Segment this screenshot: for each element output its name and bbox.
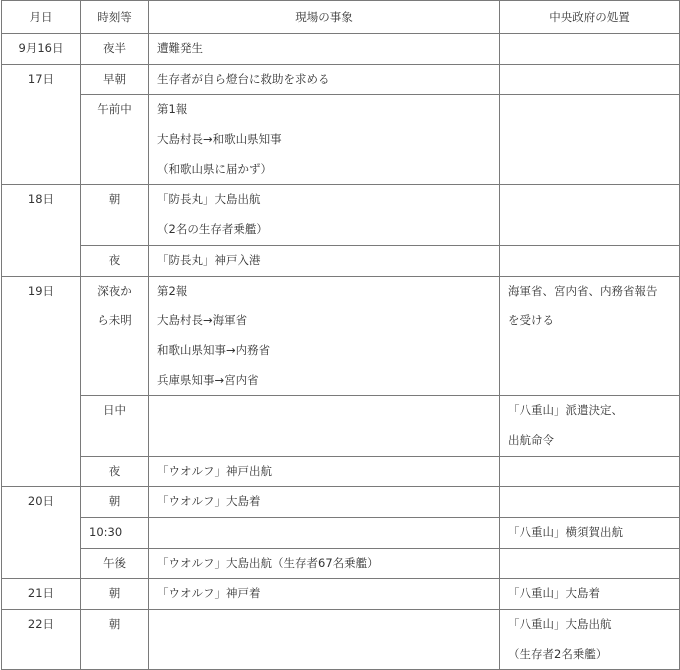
gov-cell: 「八重山」派遣決定、 出航命令: [500, 396, 680, 456]
event-cell: 生存者が自ら燈台に救助を求める: [149, 64, 500, 95]
time-cell: 朝: [81, 579, 149, 610]
time-cell: 10:30: [81, 518, 149, 549]
time-cell: 深夜か ら未明: [81, 276, 149, 396]
date-cell: 22日: [2, 610, 81, 670]
event-cell: 「ウオルフ」大島出航（生存者67名乗艦）: [149, 548, 500, 579]
timeline-table: [1, 0, 680, 670]
table-row: [2, 548, 680, 579]
gov-cell: 「八重山」大島出航 （生存者2名乗艦）: [500, 610, 680, 670]
gov-cell: 「八重山」横須賀出航: [500, 518, 680, 549]
table-row: [2, 185, 680, 245]
event-cell: [149, 610, 500, 670]
date-cell: 20日: [2, 487, 81, 579]
date-cell: 19日: [2, 276, 81, 487]
table-row: [2, 610, 680, 670]
table-row: [2, 518, 680, 549]
header-event: 現場の事象: [149, 1, 500, 34]
time-cell: 夜半: [81, 34, 149, 65]
table-row: [2, 396, 680, 456]
header-row: [2, 1, 680, 34]
gov-cell: 海軍省、宮内省、内務省報告 を受ける: [500, 276, 680, 396]
gov-cell: [500, 34, 680, 65]
time-cell: 朝: [81, 185, 149, 245]
event-cell: 遭難発生: [149, 34, 500, 65]
event-cell: 「防長丸」神戸入港: [149, 245, 500, 276]
time-cell: 朝: [81, 610, 149, 670]
event-cell: [149, 396, 500, 456]
event-cell: 「防長丸」大島出航 （2名の生存者乗艦）: [149, 185, 500, 245]
gov-cell: [500, 487, 680, 518]
header-date: 月日: [2, 1, 81, 34]
time-cell: 夜: [81, 456, 149, 487]
time-cell: 夜: [81, 245, 149, 276]
gov-cell: [500, 95, 680, 185]
table-row: [2, 95, 680, 185]
table-row: [2, 456, 680, 487]
event-cell: 「ウオルフ」神戸出航: [149, 456, 500, 487]
date-cell: 21日: [2, 579, 81, 610]
time-cell: 午後: [81, 548, 149, 579]
table-row: [2, 579, 680, 610]
gov-cell: [500, 548, 680, 579]
event-cell: 「ウオルフ」大島着: [149, 487, 500, 518]
gov-cell: [500, 185, 680, 245]
date-cell: 9月16日: [2, 34, 81, 65]
event-cell: 「ウオルフ」神戸着: [149, 579, 500, 610]
table-row: [2, 34, 680, 65]
gov-cell: 「八重山」大島着: [500, 579, 680, 610]
gov-cell: [500, 245, 680, 276]
date-cell: 18日: [2, 185, 81, 276]
time-cell: 午前中: [81, 95, 149, 185]
gov-cell: [500, 64, 680, 95]
table-row: [2, 64, 680, 95]
event-cell: 第1報 大島村長→和歌山県知事 （和歌山県に届かず）: [149, 95, 500, 185]
time-cell: 早朝: [81, 64, 149, 95]
time-cell: 朝: [81, 487, 149, 518]
date-cell: 17日: [2, 64, 81, 185]
event-cell: [149, 518, 500, 549]
header-gov: 中央政府の処置: [500, 1, 680, 34]
header-time: 時刻等: [81, 1, 149, 34]
event-cell: 第2報 大島村長→海軍省 和歌山県知事→内務省 兵庫県知事→宮内省: [149, 276, 500, 396]
table-row: [2, 487, 680, 518]
gov-cell: [500, 456, 680, 487]
table-row: [2, 245, 680, 276]
time-cell: 日中: [81, 396, 149, 456]
